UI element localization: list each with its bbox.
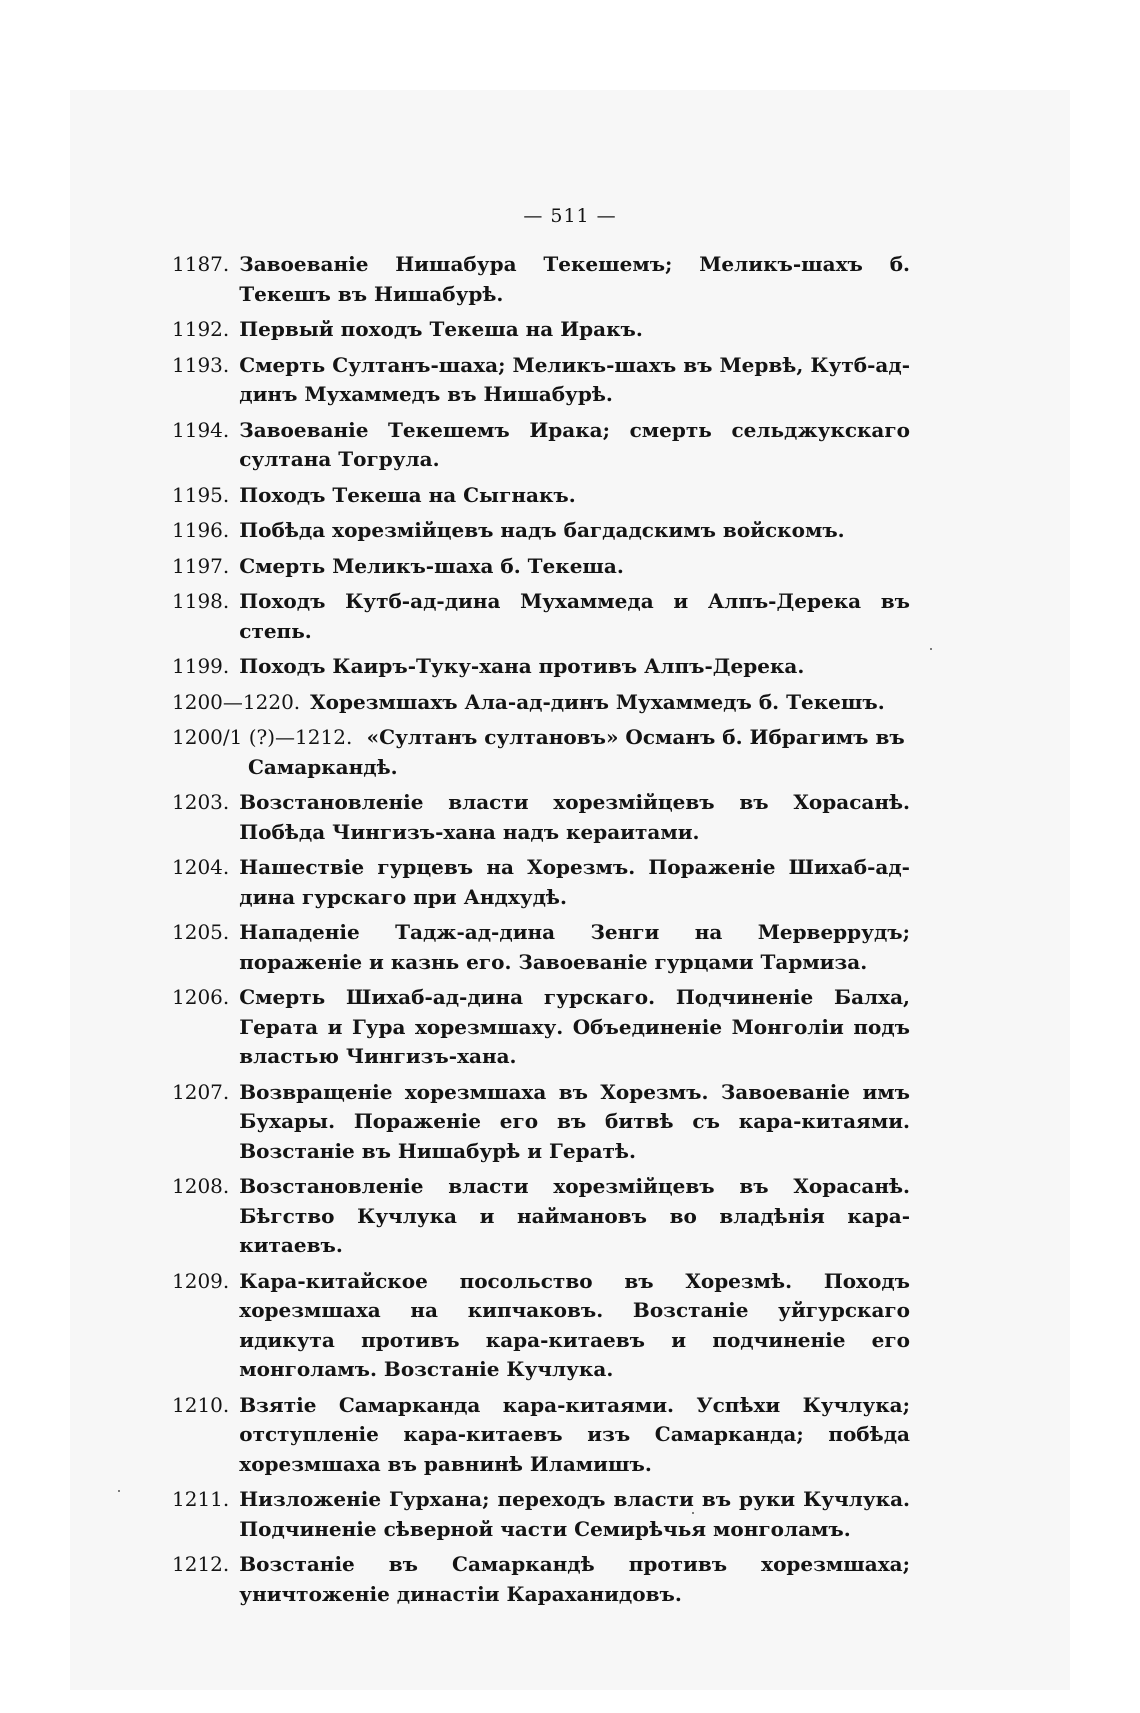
entry-text: Низложеніе Гурхана; переходъ власти въ руки Кучлука. Подчиненіе сѣверной части Семирѣчья монголамъ. (239, 1487, 910, 1541)
entry-year: 1204. (172, 855, 230, 879)
entry-year: 1192. (172, 317, 230, 341)
chronology-entry (172, 688, 910, 718)
entry-text: Завоеваніе Текешемъ Ирака; смерть сельджукскаго султана Тогрула. (239, 417, 910, 471)
scan-speck (692, 1512, 694, 1514)
entry-text: Возвращеніе хорезмшаха въ Хорезмъ. Завоеваніе имъ Бухары. Пораженіе его въ битвѣ съ кара-китаями. Возстаніе въ Нишабурѣ и Гератѣ. (239, 1079, 910, 1163)
entry-text: Завоеваніе Нишабура Текешемъ; Меликъ-шахъ б. Текешъ въ Нишабурѣ. (239, 252, 910, 306)
scan-speck (930, 648, 932, 650)
entry-year: 1194. (172, 417, 230, 442)
entry-year: 1212. (172, 1552, 230, 1576)
chronology-entry (172, 983, 910, 1072)
entry-text: Нашествіе гурцевъ на Хорезмъ. Пораженіе Шихаб-ад-дина гурскаго при Андхудѣ. (239, 855, 910, 909)
entry-text: Возстаніе въ Самаркандѣ противъ хорезмшаха; уничтоженіе династіи Караханидовъ. (239, 1552, 910, 1606)
chronology-entry (172, 918, 910, 977)
entry-year: 1205. (172, 920, 230, 944)
entry-text: Кара-китайское посольство въ Хорезмѣ. Походъ хорезмшаха на кипчаковъ. Возстаніе уйгурскаго идикута противъ кара-китаевъ и подчиненіе его монголамъ. Возстаніе Кучлука. (239, 1268, 910, 1381)
entry-year: 1206. (172, 985, 230, 1009)
chronology-entry (172, 481, 910, 511)
entry-year: 1197. (172, 553, 230, 578)
entry-text: Возстановленіе власти хорезмійцевъ въ Хорасанѣ. Побѣда Чингизъ-хана надъ кераитами. (239, 790, 910, 844)
chronology-entry (172, 315, 910, 345)
entry-text: Нападеніе Тадж-ад-дина Зенги на Мерверрудъ; пораженіе и казнь его. Завоеваніе гурцами Тармиза. (239, 920, 910, 974)
entry-year: 1193. (172, 352, 230, 377)
entry-text: Походъ Текеша на Сыгнакъ. (239, 482, 576, 507)
entry-text: Походъ Каиръ-Туку-хана противъ Алпъ-Дерека. (239, 654, 805, 678)
entry-text: Хорезмшахъ Ала-ад-динъ Мухаммедъ б. Текешъ. (310, 689, 885, 714)
entry-text: Смерть Султанъ-шаха; Меликъ-шахъ въ Мервѣ, Кутб-ад-динъ Мухаммедъ въ Нишабурѣ. (239, 352, 910, 406)
entry-year: 1209. (172, 1268, 230, 1293)
chronology-entry (172, 351, 910, 410)
chronology-entry (172, 788, 910, 847)
entry-year: 1200/1 (?)—1212. (172, 725, 353, 749)
entry-year: 1211. (172, 1487, 230, 1511)
entry-text: Смерть Шихаб-ад-дина гурскаго. Подчиненіе Балха, Герата и Гура хорезмшаху. Объединеніе Монголіи подъ властью Чингизъ-хана. (239, 985, 910, 1068)
entry-year: 1208. (172, 1174, 230, 1198)
entry-text: Возстановленіе власти хорезмійцевъ въ Хорасанѣ. Бѣгство Кучлука и наймановъ во владѣнія кара-китаевъ. (239, 1174, 910, 1257)
chronology-entry (172, 853, 910, 912)
chronology-entry (172, 587, 910, 646)
entry-text: Походъ Кутб-ад-дина Мухаммеда и Алпъ-Дерека въ степь. (239, 589, 910, 643)
entry-text: Смерть Меликъ-шаха б. Текеша. (239, 553, 624, 578)
entry-year: 1199. (172, 654, 230, 678)
chronology-entry (172, 1172, 910, 1261)
scan-speck (118, 1490, 120, 1492)
entry-year: 1210. (172, 1392, 230, 1417)
chronology-entry (172, 1485, 910, 1544)
entry-year: 1203. (172, 790, 230, 814)
chronology-entry (172, 1550, 910, 1609)
entry-year: 1195. (172, 482, 230, 507)
chronology-entry (172, 1078, 910, 1167)
page-number: — 511 — (523, 205, 617, 227)
entry-year: 1196. (172, 518, 230, 542)
chronology-entry (172, 416, 910, 475)
entry-year: 1187. (172, 252, 230, 276)
chronology-entry (172, 1267, 910, 1385)
entry-text: Первый походъ Текеша на Иракъ. (239, 317, 643, 341)
entry-text: Взятіе Самарканда кара-китаями. Успѣхи Кучлука; отступленіе кара-китаевъ изъ Самарканда; побѣда хорезмшаха въ равнинѣ Иламишъ. (239, 1392, 910, 1476)
chronology-list (172, 250, 910, 1615)
entry-text-continuation: Самаркандѣ. (248, 754, 398, 779)
chronology-entry (172, 1391, 910, 1480)
entry-year: 1207. (172, 1079, 230, 1104)
entry-year: 1200—1220. (172, 689, 301, 714)
chronology-entry (172, 723, 910, 782)
chronology-entry (172, 250, 910, 309)
entry-text: «Султанъ султановъ» Османъ б. Ибрагимъ въ (366, 725, 905, 749)
chronology-entry (172, 516, 910, 546)
chronology-entry (172, 652, 910, 682)
chronology-entry (172, 552, 910, 582)
entry-year: 1198. (172, 589, 230, 613)
entry-text: Побѣда хорезмійцевъ надъ багдадскимъ войскомъ. (239, 518, 845, 542)
